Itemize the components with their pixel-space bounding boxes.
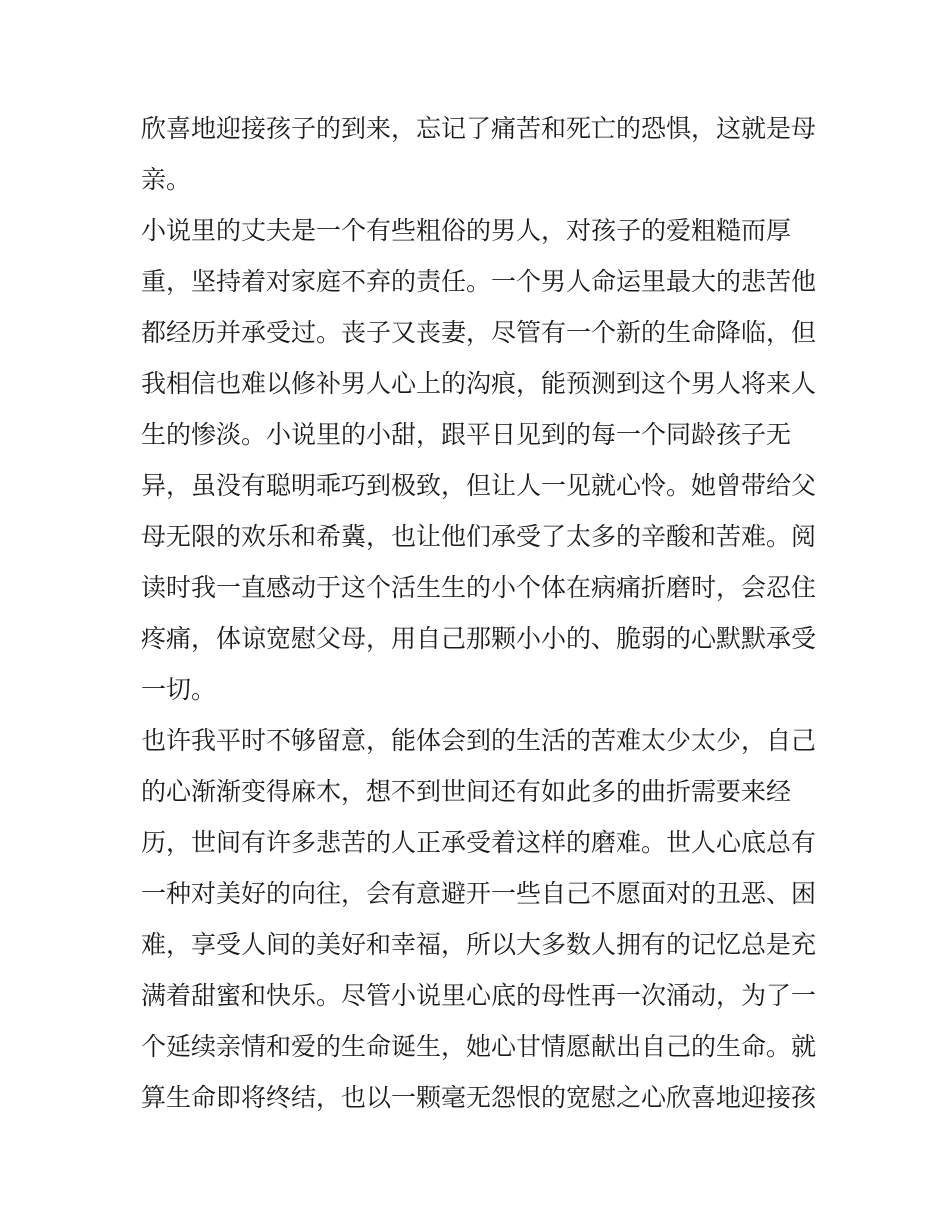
- text-line: 读时我一直感动于这个活生生的小个体在病痛折磨时，会忍住: [141, 573, 817, 602]
- text-line: 异，虽没有聪明乖巧到极致，但让人一见就心怜。她曾带给父: [141, 471, 817, 500]
- text-line: 满着甜蜜和快乐。尽管小说里心底的母性再一次涌动，为了一: [141, 981, 817, 1010]
- text-line: 的心渐渐变得麻木，想不到世间还有如此多的曲折需要来经: [141, 777, 792, 806]
- text-line: 亲。: [141, 165, 192, 194]
- text-line: 也许我平时不够留意，能体会到的生活的苦难太少太少，自己: [141, 726, 817, 755]
- text-line: 个延续亲情和爱的生命诞生，她心甘情愿献出自己的生命。就: [141, 1032, 817, 1061]
- text-line: 一种对美好的向往，会有意避开一些自己不愿面对的丑恶、困: [141, 879, 817, 908]
- text-line: 小说里的丈夫是一个有些粗俗的男人，对孩子的爱粗糙而厚: [141, 216, 792, 245]
- text-line: 难，享受人间的美好和幸福，所以大多数人拥有的记忆总是充: [141, 930, 817, 959]
- text-line: 都经历并承受过。丧子又丧妻，尽管有一个新的生命降临，但: [141, 318, 817, 347]
- text-line: 重，坚持着对家庭不弃的责任。一个男人命运里最大的悲苦他: [141, 267, 817, 296]
- text-line: 算生命即将终结，也以一颗毫无怨恨的宽慰之心欣喜地迎接孩: [141, 1083, 817, 1112]
- text-line: 疼痛，体谅宽慰父母，用自己那颗小小的、脆弱的心默默承受: [141, 624, 817, 653]
- text-line: 一切。: [141, 675, 217, 704]
- body-text: [141, 103, 817, 1123]
- text-line: 母无限的欢乐和希冀，也让他们承受了太多的辛酸和苦难。阅: [141, 522, 817, 551]
- text-line: 生的惨淡。小说里的小甜，跟平日见到的每一个同龄孩子无: [141, 420, 792, 449]
- text-line: 历，世间有许多悲苦的人正承受着这样的磨难。世人心底总有: [141, 828, 817, 857]
- text-line: 欣喜地迎接孩子的到来，忘记了痛苦和死亡的恐惧，这就是母: [141, 114, 817, 143]
- text-line: 我相信也难以修补男人心上的沟痕，能预测到这个男人将来人: [141, 369, 817, 398]
